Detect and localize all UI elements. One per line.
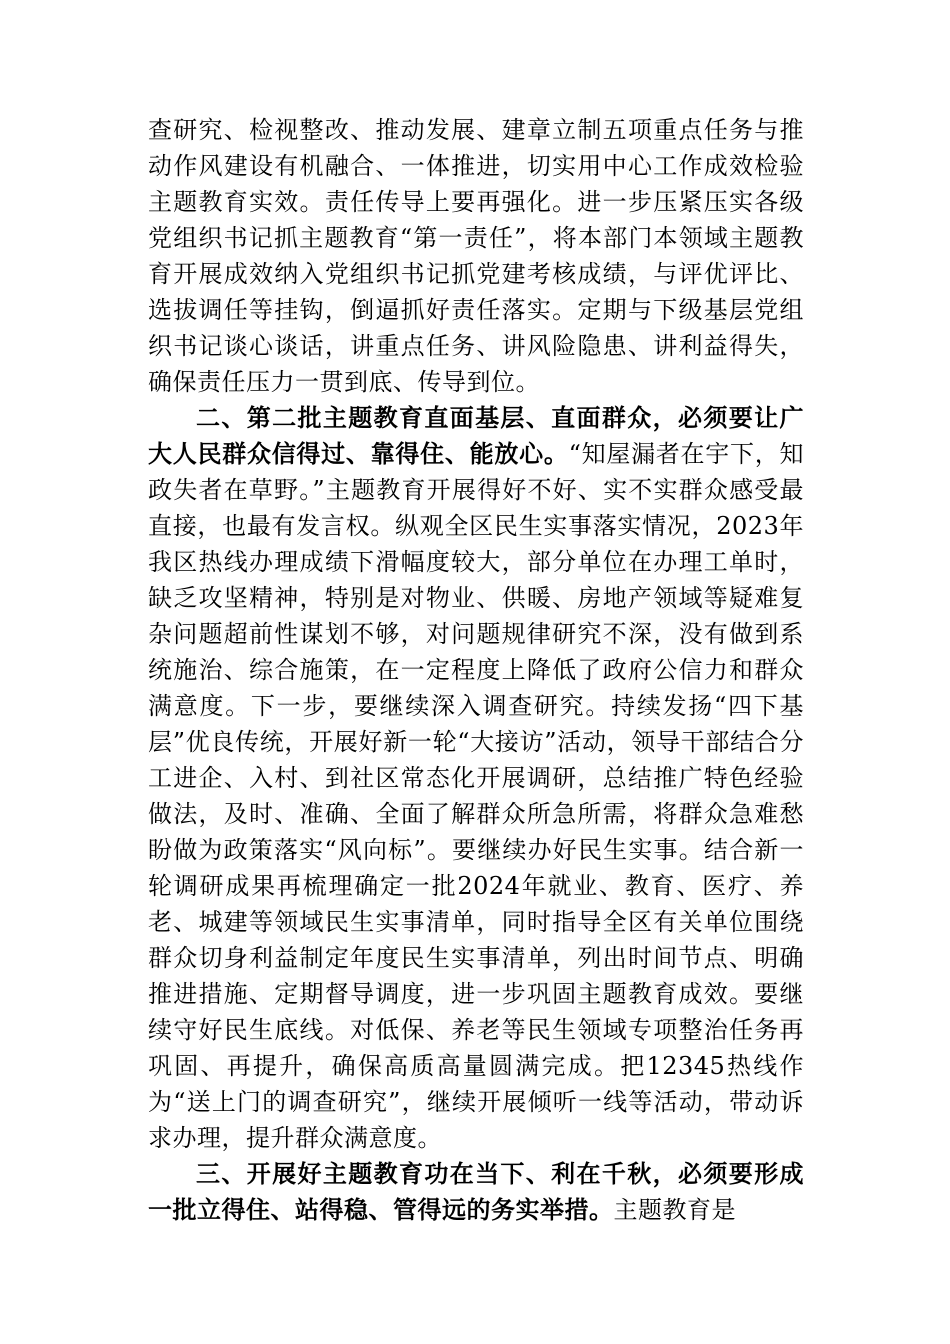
section-2-heading: 二、第二批主题教育直面基层、直面群众，必须要让广大人民群众信得过、靠得住、能放心。 [148,404,804,468]
paragraph-continuation [148,112,804,400]
section-2-paragraph [148,400,804,1156]
section-2-body: “知屋漏者在宇下，知政失者在草野。”主题教育开展得好不好、实不实群众感受最直接，也最有发言权。纵观全区民生实事落实情况，2023年我区热线办理成绩下滑幅度较大，部分单位在办理工单时，缺乏攻坚精神，特别是对物业、供暖、房地产领域等疑难复杂问题超前性谋划不够，对问题规律研究不深，没有做到系统施治、综合施策，在一定程度上降低了政府公信力和群众满意度。下一步，要继续深入调查研究。持续发扬“四下基层”优良传统，开展好新一轮“大接访”活动，领导干部结合分工进企、入村、到社区常态化开展调研，总结推广特色经验做法，及时、准确、全面了解群众所急所需，将群众急难愁盼做为政策落实“风向标”。要继续办好民生实事。结合新一轮调研成果再梳理确定一批2024年就业、教育、医疗、养老、城建等领域民生实事清单，同时指导全区有关单位围绕群众切身利益制定年度民生实事清单，列出时间节点、明确推进措施、定期督导调度，进一步巩固主题教育成效。要继续守好民生底线。对低保、养老等民生领域专项整治任务再巩固、再提升，确保高质高量圆满完成。把12345热线作为“送上门的调查研究”，继续开展倾听一线等活动，带动诉求办理，提升群众满意度。 [148,440,804,1152]
document-page [148,112,804,1228]
section-3-paragraph [148,1156,804,1228]
section-3-body: 主题教育是 [613,1196,736,1224]
paragraph-1-text: 查研究、检视整改、推动发展、建章立制五项重点任务与推动作风建设有机融合、一体推进，切实用中心工作成效检验主题教育实效。责任传导上要再强化。进一步压紧压实各级党组织书记抓主题教育“第一责任”，将本部门本领域主题教育开展成效纳入党组织书记抓党建考核成绩，与评优评比、选拔调任等挂钩，倒逼抓好责任落实。定期与下级基层党组织书记谈心谈话，讲重点任务、讲风险隐患、讲利益得失，确保责任压力一贯到底、传导到位。 [148,116,804,396]
section-3-heading: 三、开展好主题教育功在当下、利在千秋，必须要形成一批立得住、站得稳、管得远的务实举措。 [148,1160,804,1224]
